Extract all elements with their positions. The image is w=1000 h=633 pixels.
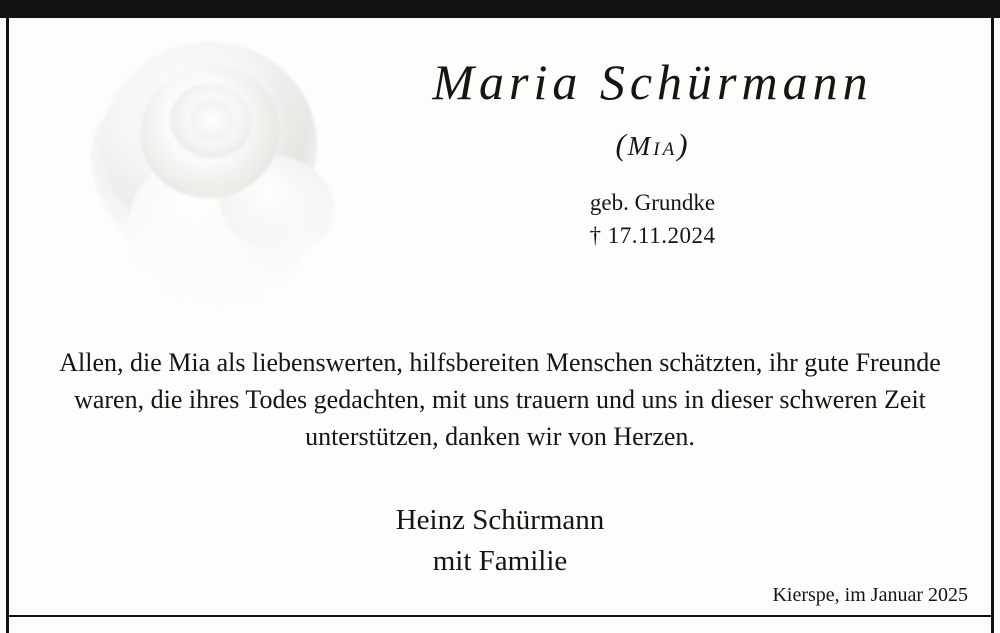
thank-you-text: Allen, die Mia als liebenswerten, hilfsbereiten Menschen schätzten, ihr gute Freunde waren, die ihres Todes gedachten, mit uns trauern und uns in dieser schweren Zeit unterstützen, danken wir von Herzen. bbox=[59, 348, 941, 451]
bottom-border-rule bbox=[6, 615, 994, 617]
deceased-header bbox=[360, 56, 945, 249]
white-rose-image bbox=[82, 28, 347, 313]
deceased-name: Maria Schürmann bbox=[432, 54, 873, 110]
left-border-rule bbox=[6, 18, 9, 633]
top-border-band bbox=[0, 0, 1000, 18]
place-and-date: Kierspe, im Januar 2025 bbox=[772, 584, 968, 606]
nickname-text: Mia bbox=[627, 130, 678, 161]
right-border-rule bbox=[991, 18, 994, 633]
death-date: † 17.11.2024 bbox=[589, 222, 716, 248]
signature-block bbox=[28, 500, 972, 582]
signature-name: Heinz Schürmann bbox=[395, 504, 605, 536]
nickname-paren-open: ( bbox=[615, 126, 628, 162]
deceased-nickname bbox=[360, 127, 945, 163]
nickname-paren-close: ) bbox=[677, 126, 690, 162]
maiden-name: geb. Grundke bbox=[589, 189, 716, 215]
rose-vignette bbox=[82, 28, 347, 313]
signature-family: mit Familie bbox=[432, 545, 568, 578]
